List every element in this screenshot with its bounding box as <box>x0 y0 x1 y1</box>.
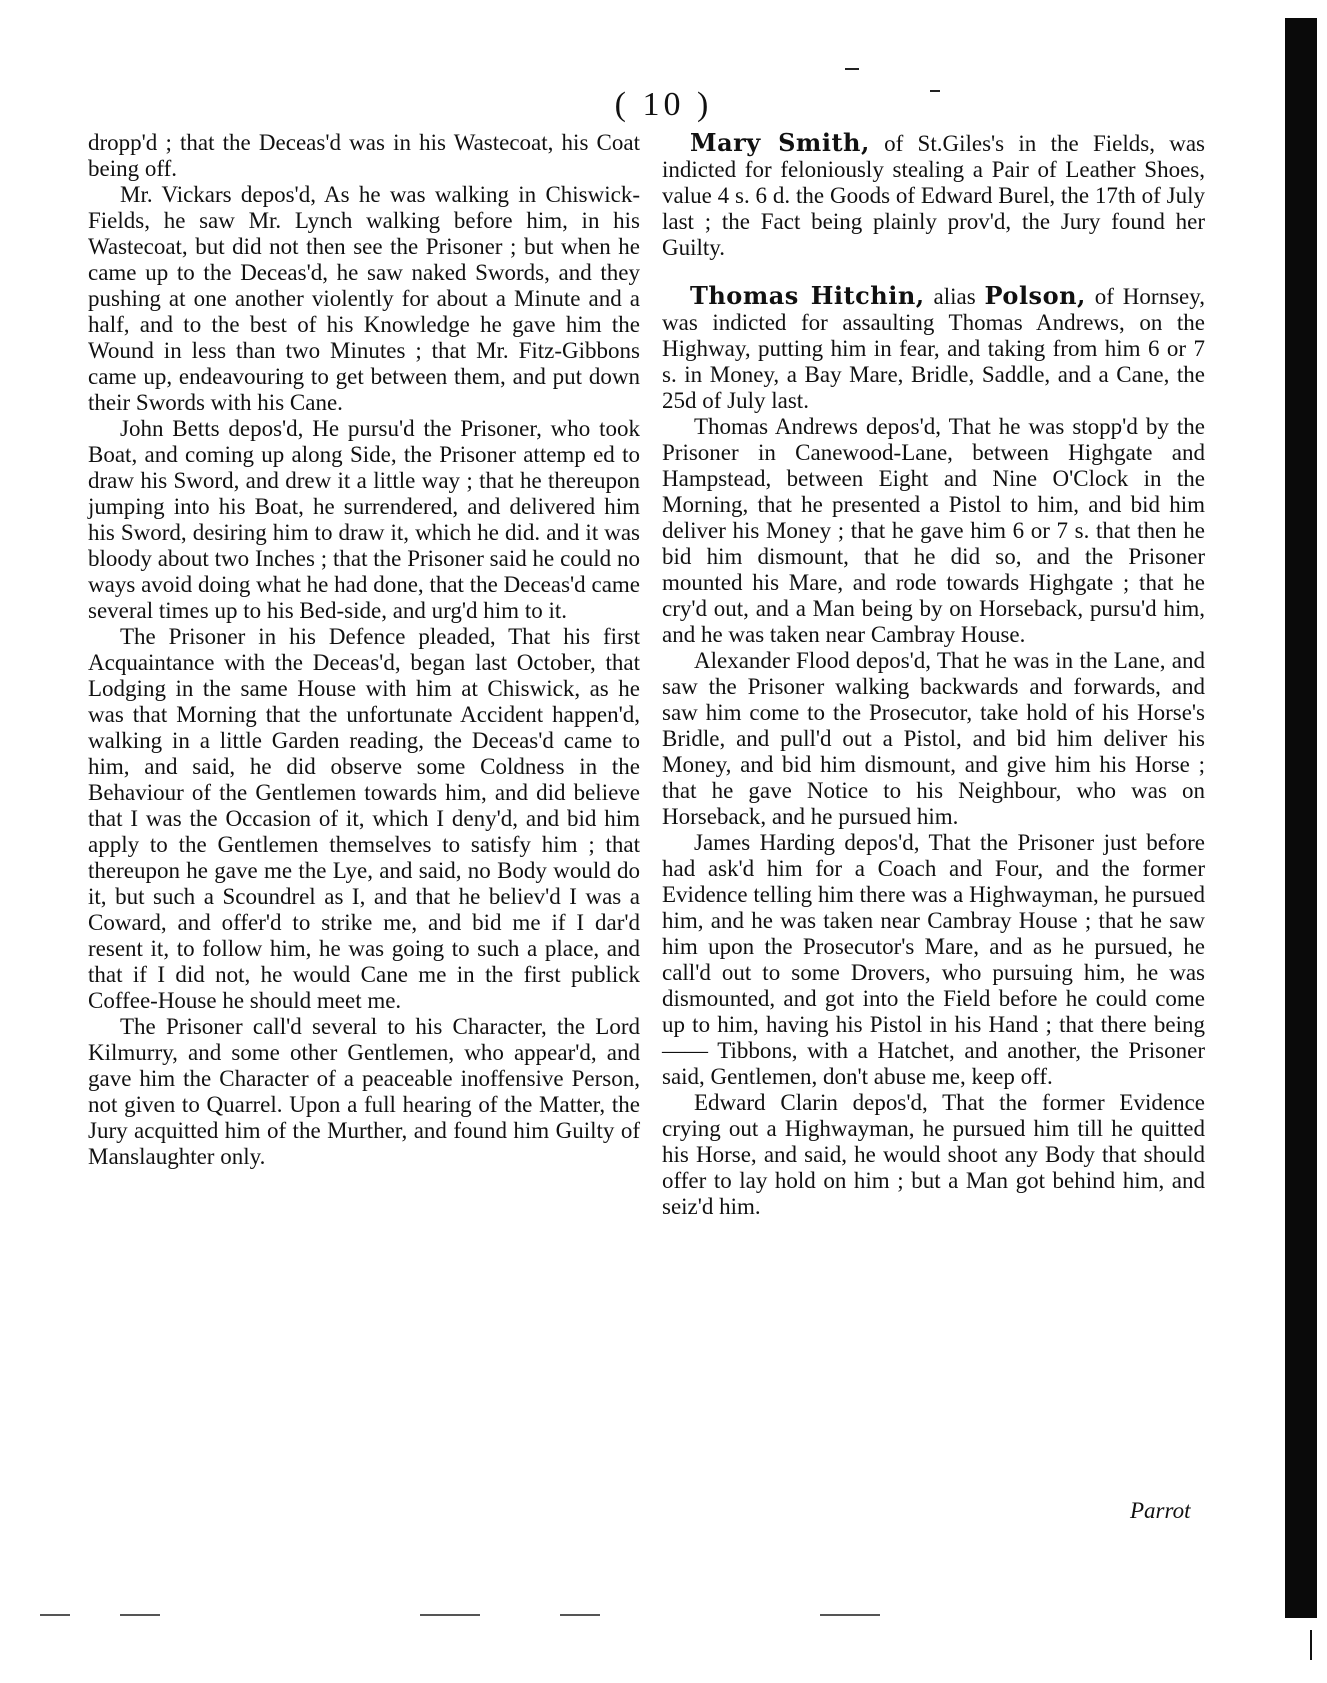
page-number: ( 10 ) <box>614 86 713 123</box>
scan-speck <box>820 1614 880 1616</box>
defendant-alias-name: Polson, <box>984 281 1086 310</box>
defendant-name: Thomas Hitchin, <box>690 281 925 310</box>
alias-word: alias <box>924 284 985 309</box>
paragraph: Edward Clarin depos'd, That the former Evidence crying out a Highwayman, he pursued him till he quitted his Horse, and said, he would shoot any Body that should offer to lay hold on him ; but a Man got behind him, and seiz'd him. <box>662 1090 1205 1219</box>
paragraph: dropp'd ; that the Deceas'd was in his Wastecoat, his Coat being off. <box>88 130 640 181</box>
scan-speck <box>40 1614 70 1616</box>
paragraph: The Prisoner in his Defence pleaded, That his first Acquaintance with the Deceas'd, began last October, that Lodging in the same House with him at Chiswick, as he was that Morning that the unfortunate Accident happen'd, walking in a little Garden reading, the Deceas'd came to him, and said, he did observe some Coldness in the Behaviour of the Gentlemen towards him, and did believe that I was the Occasion of it, which I deny'd, and bid him apply to the Gentlemen themselves to satisfy him ; that thereupon he gave me the Lye, and said, no Body would do it, but such a Scoundrel as I, and that he believ'd I was a Coward, and offer'd to strike me, and bid me if I dar'd resent it, to follow him, he was going to such a place, and that if I did not, he would Cane me in the first publick Coffee-House he should meet me. <box>88 624 640 1013</box>
paragraph: Thomas Andrews depos'd, That he was stopp'd by the Prisoner in Canewood-Lane, between Highgate and Hampstead, between Eight and Nine O'Clock in the Morning, that he presented a Pistol to him, and bid him deliver his Money ; that he gave him 6 or 7 s. that then he bid him dismount, that he did so, and the Prisoner mounted his Mare, and rode towards Highgate ; that he cry'd out, and a Man being by on Horseback, pursu'd him, and he was taken near Cambray House. <box>662 414 1205 647</box>
left-column <box>88 130 640 1170</box>
scan-speck <box>120 1614 160 1616</box>
paragraph: Mr. Vickars depos'd, As he was walking in Chiswick-Fields, he saw Mr. Lynch walking before him, in his Wastecoat, but did not then see the Prisoner ; but when he came up to the Deceas'd, he saw naked Swords, and they pushing at one another violently for about a Minute and a half, and to the best of his Knowledge he gave him the Wound in less than two Minutes ; that Mr. Fitz-Gibbons came up, endeavouring to get between them, and put down their Swords with his Cane. <box>88 182 640 415</box>
scan-speck <box>845 68 859 70</box>
right-column <box>662 130 1205 1220</box>
catchword: Parrot <box>1130 1498 1191 1523</box>
case-text: of Hornsey, was indicted for assaulting Thomas Andrews, on the Highway, putting him in fear, and taking from him 6 or 7 s. in Money, a Bay Mare, Bridle, Saddle, and a Cane, the 25d of July last. <box>662 284 1205 413</box>
paragraph: Alexander Flood depos'd, That he was in the Lane, and saw the Prisoner walking backwards and forwards, and saw him come to the Prosecutor, take hold of his Horse's Bridle, and pull'd out a Pistol, and bid him deliver his Money, and bid him dismount, and give him his Horse ; that he gave Notice to his Neighbour, who was on Horseback, and he pursued him. <box>662 648 1205 829</box>
defendant-name: Mary Smith, <box>690 128 870 157</box>
paragraph: The Prisoner call'd several to his Character, the Lord Kilmurry, and some other Gentlemen, who appear'd, and gave him the Character of a peaceable inoffensive Person, not given to Quarrel. Upon a full hearing of the Matter, the Jury acquitted him of the Murther, and found him Guilty of Manslaughter only. <box>88 1014 640 1169</box>
paragraph: John Betts depos'd, He pursu'd the Prisoner, who took Boat, and coming up along Side, the Prisoner attemp ed to draw his Sword, and drew it a little way ; that he thereupon jumping into his Boat, he surrendered, and delivered him his Sword, desiring him to draw it, which he did. and it was bloody about two Inches ; that the Prisoner said he could no ways avoid doing what he had done, that the Deceas'd came several times up to his Bed-side, and urg'd him to it. <box>88 416 640 623</box>
case-entry-thomas-hitchin <box>662 283 1205 414</box>
case-entry-mary-smith <box>662 130 1205 261</box>
scan-speck <box>560 1614 600 1616</box>
scan-speck <box>420 1614 480 1616</box>
scan-edge-shadow <box>1285 18 1317 1618</box>
scan-edge-mark <box>1310 1630 1312 1660</box>
paragraph: James Harding depos'd, That the Prisoner just before had ask'd him for a Coach and Four, and the former Evidence telling him there was a Highwayman, he pursued him, and he was taken near Cambray House ; that he saw him upon the Prosecutor's Mare, and as he pursued, he call'd out to some Drovers, who pursuing him, he was dismounted, and got into the Field before he could come up to him, having his Pistol in his Hand ; that there being —— Tibbons, with a Hatchet, and another, the Prisoner said, Gentlemen, don't abuse me, keep off. <box>662 830 1205 1089</box>
case-text: of St.Giles's in the Fields, was indicted for feloniously stealing a Pair of Leather Shoes, value 4 s. 6 d. the Goods of Edward Burel, the 17th of July last ; the Fact being plainly prov'd, the Jury found her Guilty. <box>662 131 1205 260</box>
